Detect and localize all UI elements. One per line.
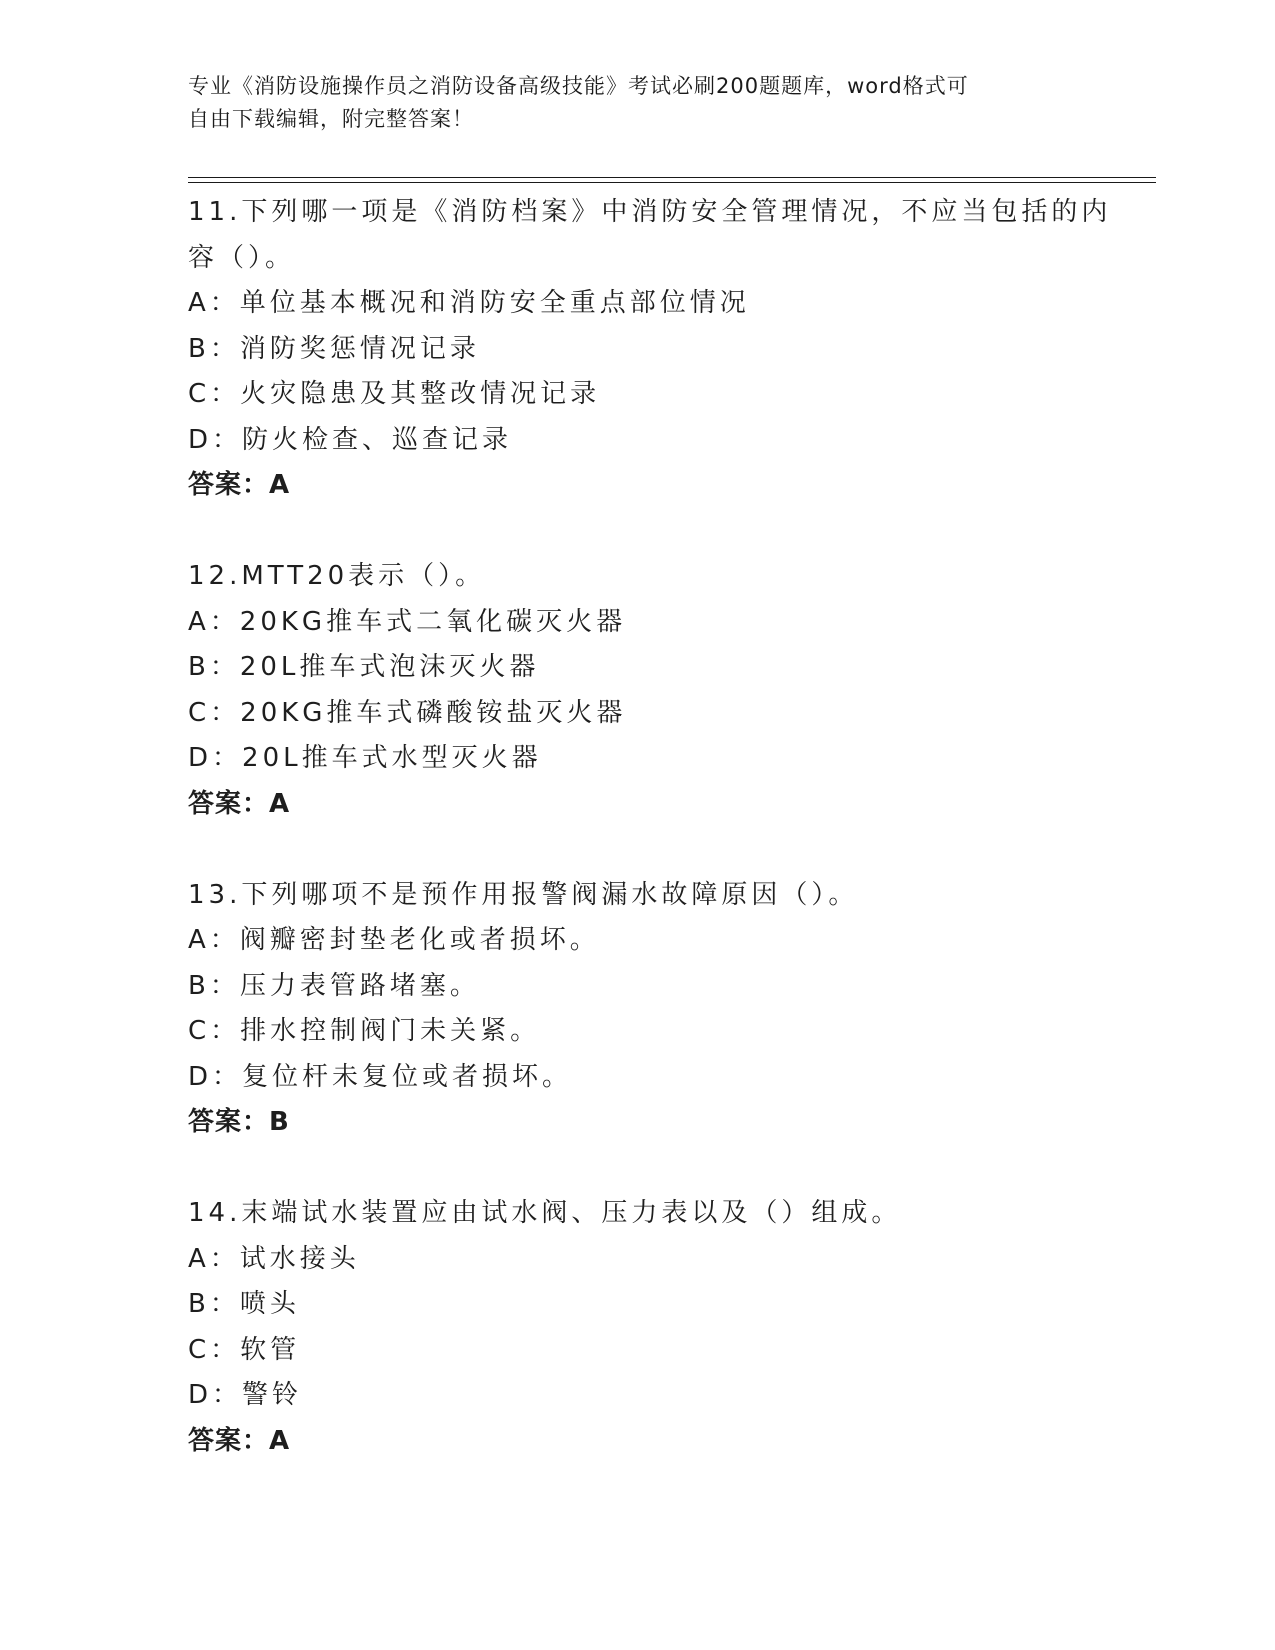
- option-d: D：复位杆未复位或者损坏。: [188, 1061, 573, 1092]
- document-header: [188, 70, 1088, 136]
- question-stem: 12.MTT20表示（）。: [188, 561, 486, 591]
- header-line-1: 专业《消防设施操作员之消防设备高级技能》考试必刷200题题库，word格式可: [188, 74, 969, 98]
- question-11: [188, 190, 1112, 509]
- answer: 答案：A: [188, 788, 291, 819]
- question-spacer: [188, 827, 1088, 873]
- question-13: [188, 873, 1088, 1146]
- option-d: D：警铃: [188, 1380, 303, 1410]
- option-b: B：喷头: [188, 1289, 300, 1319]
- option-b: B：消防奖惩情况记录: [188, 333, 480, 364]
- answer: 答案：A: [188, 1425, 291, 1456]
- option-c: C：排水控制阀门未关紧。: [188, 1016, 541, 1046]
- answer: 答案：A: [188, 470, 291, 500]
- question-stem: 11.下列哪一项是《消防档案》中消防安全管理情况，不应当包括的内: [188, 197, 1112, 227]
- question-list: [188, 190, 1112, 1464]
- option-c: C：软管: [188, 1334, 301, 1365]
- option-d: D：20L推车式水型灭火器: [188, 743, 542, 773]
- option-a: A：单位基本概况和消防安全重点部位情况: [188, 288, 750, 318]
- question-14: [188, 1191, 1088, 1464]
- option-a: A：试水接头: [188, 1243, 360, 1274]
- question-stem-continued: 容（）。: [188, 242, 296, 273]
- question-12: [188, 554, 1088, 827]
- header-divider-top: [188, 177, 1156, 178]
- question-spacer: [188, 509, 1088, 555]
- header-line-2: 自由下载编辑，附完整答案！: [188, 107, 474, 131]
- question-spacer: [188, 1146, 1088, 1192]
- header-divider-bottom: [188, 182, 1156, 183]
- option-c: C：20KG推车式磷酸铵盐灭火器: [188, 697, 627, 728]
- option-a: A：阀瓣密封垫老化或者损坏。: [188, 925, 600, 955]
- option-b: B：20L推车式泡沫灭火器: [188, 652, 540, 682]
- question-stem: 13.下列哪项不是预作用报警阀漏水故障原因（）。: [188, 879, 859, 910]
- option-b: B：压力表管路堵塞。: [188, 970, 480, 1001]
- option-a: A：20KG推车式二氧化碳灭火器: [188, 606, 627, 637]
- question-stem: 14.末端试水装置应由试水阀、压力表以及（）组成。: [188, 1198, 902, 1228]
- option-c: C：火灾隐患及其整改情况记录: [188, 379, 601, 409]
- answer: 答案：B: [188, 1107, 290, 1137]
- option-d: D：防火检查、巡查记录: [188, 424, 513, 455]
